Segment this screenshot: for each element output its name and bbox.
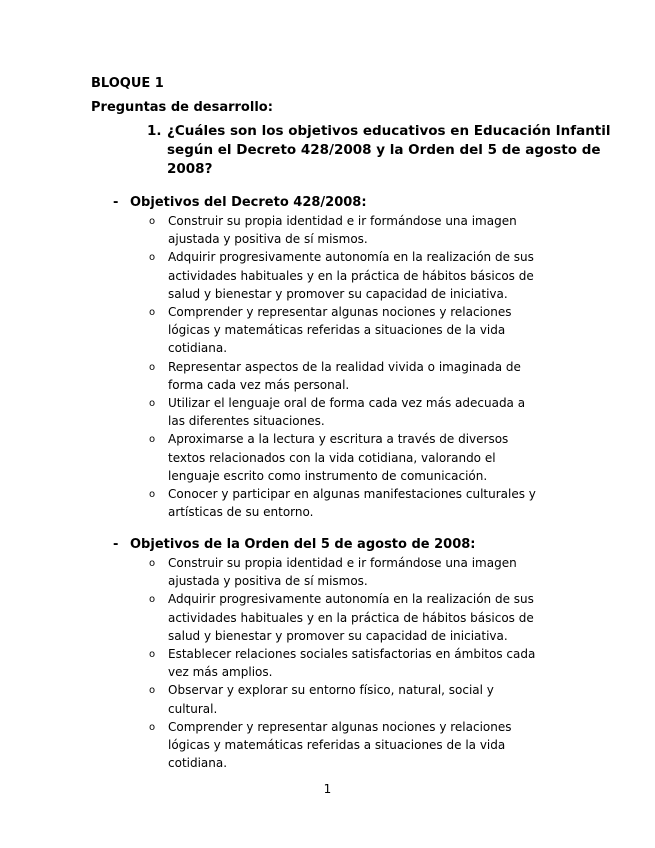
list-item (108, 303, 536, 358)
bullet-icon: o (149, 594, 156, 606)
list-item (108, 718, 535, 773)
question-line: 2008? (167, 161, 213, 177)
dash-marker: - (113, 537, 119, 552)
item-line: Adquirir progresivamente autonomía en la realización de sus (168, 250, 534, 265)
item-line: Construir su propia identidad e ir formándose una imagen (168, 556, 517, 570)
section-subtitle: Preguntas de desarrollo: (91, 100, 273, 115)
section-orden (108, 536, 535, 772)
objectives-list (108, 554, 535, 772)
question-1 (147, 122, 611, 179)
item-line: Aproximarse a la lectura y escritura a través de diversos (168, 432, 509, 447)
item-line: Establecer relaciones sociales satisfactorias en ámbitos cada (168, 647, 536, 662)
list-item (108, 554, 535, 590)
item-line: actividades habituales y en la práctica de hábitos básicos de (168, 268, 534, 283)
item-line: cotidiana. (168, 341, 228, 356)
item-line: cultural. (168, 701, 218, 716)
item-line: lógicas y matemáticas referidas a situaciones de la vida (168, 323, 506, 338)
item-line: Construir su propia identidad e ir formándose una imagen (168, 214, 517, 228)
section-heading (108, 536, 535, 554)
question-line: ¿Cuáles son los objetivos educativos en Educación Infantil (167, 123, 611, 139)
bullet-icon: o (149, 685, 156, 697)
item-line: Representar aspectos de la realidad vivida o imaginada de (168, 359, 521, 374)
question-number: 1. (147, 123, 162, 139)
item-line: ajustada y positiva de sí mismos. (168, 232, 368, 247)
item-line: Observar y explorar su entorno físico, natural, social y (168, 683, 494, 698)
bullet-icon: o (149, 434, 156, 446)
objectives-list (108, 212, 536, 521)
item-line: Comprender y representar algunas nociones y relaciones (168, 305, 512, 320)
question-line: según el Decreto 428/2008 y la Orden del 5 de agosto de (167, 142, 601, 158)
list-item (108, 485, 536, 521)
list-item (108, 590, 535, 645)
bullet-icon: o (149, 558, 156, 569)
item-line: vez más amplios. (168, 665, 273, 680)
bullet-icon: o (149, 361, 156, 373)
item-line: Conocer y participar en algunas manifestaciones culturales y (168, 487, 536, 502)
heading-text: Objetivos de la Orden del 5 de agosto de 2008: (130, 537, 476, 552)
item-line: forma cada vez más personal. (168, 377, 350, 392)
list-item (108, 248, 536, 303)
bullet-icon: o (149, 649, 156, 661)
section-heading (108, 194, 536, 212)
heading-text: Objetivos del Decreto 428/2008: (130, 195, 367, 210)
item-line: lenguaje escrito como instrumento de comunicación. (168, 468, 488, 483)
item-line: las diferentes situaciones. (168, 414, 325, 429)
list-item (108, 358, 536, 394)
list-item (108, 645, 535, 681)
item-line: Utilizar el lenguaje oral de forma cada vez más adecuada a (168, 396, 526, 411)
bullet-icon: o (149, 398, 156, 410)
section-decreto (108, 194, 536, 521)
block-title: BLOQUE 1 (91, 76, 164, 91)
bullet-icon: o (149, 252, 156, 264)
item-line: Comprender y representar algunas nociones y relaciones (168, 719, 512, 734)
list-item (108, 394, 536, 430)
bullet-icon: o (149, 216, 156, 227)
list-item (108, 681, 535, 717)
item-line: salud y bienestar y promover su capacidad de iniciativa. (168, 628, 508, 643)
item-line: textos relacionados con la vida cotidiana, valorando el (168, 450, 496, 465)
item-line: salud y bienestar y promover su capacidad de iniciativa. (168, 286, 508, 301)
item-line: artísticas de su entorno. (168, 505, 314, 520)
bullet-icon: o (149, 721, 156, 733)
page-number: 1 (323, 782, 332, 796)
item-line: cotidiana. (168, 756, 228, 771)
bullet-icon: o (149, 307, 156, 319)
item-line: lógicas y matemáticas referidas a situaciones de la vida (168, 738, 506, 753)
dash-marker: - (113, 195, 119, 210)
item-line: Adquirir progresivamente autonomía en la realización de sus (168, 592, 534, 607)
list-item (108, 212, 536, 248)
bullet-icon: o (149, 489, 156, 501)
item-line: actividades habituales y en la práctica de hábitos básicos de (168, 610, 534, 625)
item-line: ajustada y positiva de sí mismos. (168, 574, 368, 589)
list-item (108, 430, 536, 485)
